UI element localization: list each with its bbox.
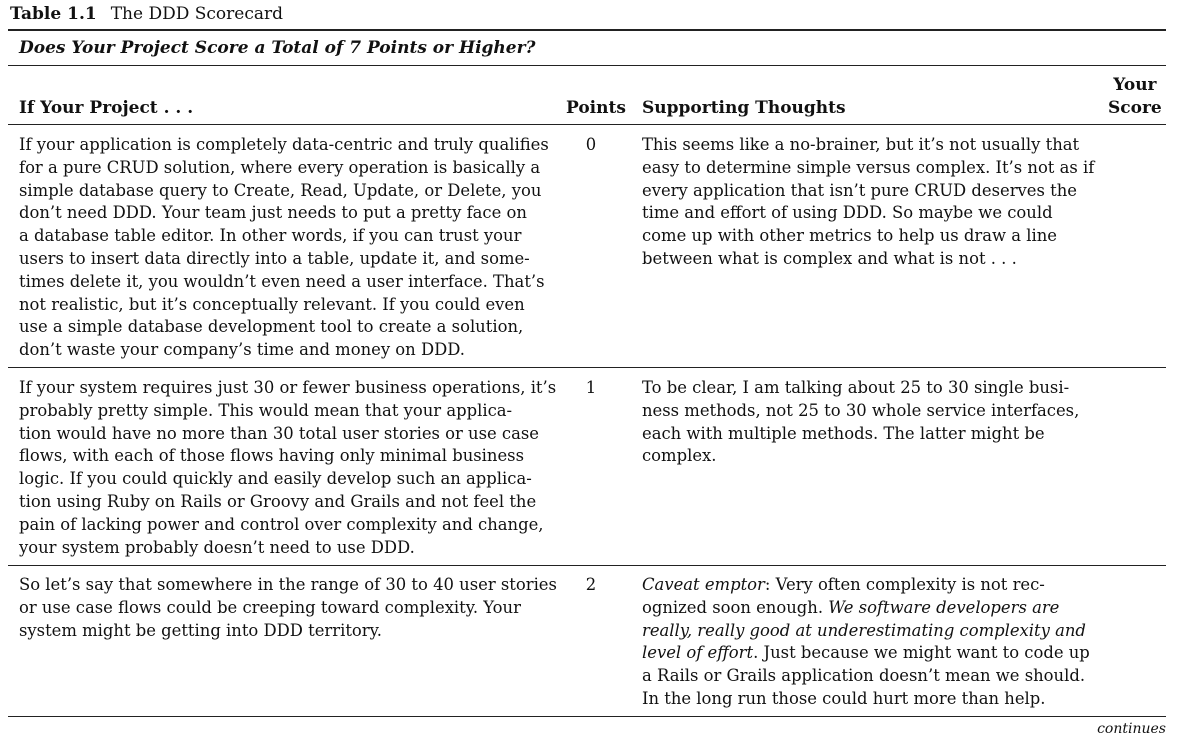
row-1-project [19, 134, 549, 362]
row-2-thoughts-line: each with multiple methods. The latter might be [642, 423, 1045, 443]
row-1-project-line: If your application is completely data-centric and truly qualifies [19, 135, 549, 154]
row-1-thoughts-line: easy to determine simple versus complex. It’s not as if [642, 157, 1095, 177]
row-1-thoughts-line: This seems like a no-brainer, but it’s not usually that [642, 135, 1080, 154]
row-3-project-line: or use case flows could be creeping toward complexity. Your [19, 597, 521, 617]
header-rule [8, 124, 1166, 125]
row-1-thoughts [642, 134, 1094, 271]
row-1-thoughts-line: between what is complex and what is not . . . [642, 248, 1017, 268]
row-1-project-line: for a pure CRUD solution, where every operation is basically a [19, 157, 541, 177]
row-1-project-line: a database table editor. In other words, if you can trust your [19, 226, 522, 246]
row-2-project-line: your system probably doesn’t need to use DDD. [19, 537, 415, 557]
row-3-thoughts-text: ognized soon enough. [642, 597, 829, 617]
header-your-score-line2: Score [1108, 98, 1162, 118]
row-1-thoughts-line: every application that isn’t pure CRUD deserves the [642, 180, 1077, 200]
header-if-your-project: If Your Project . . . [19, 98, 194, 118]
bottom-rule [8, 716, 1166, 717]
row-1-project-line: don’t waste your company’s time and money on DDD. [19, 340, 465, 360]
row-3-project-line: system might be getting into DDD territory. [19, 620, 382, 640]
scorecard-page [8, 0, 1166, 745]
row-3-project-line: So let’s say that somewhere in the range of 30 to 40 user stories [19, 575, 557, 594]
row-3-thoughts-line [642, 642, 1090, 665]
row-2-project [19, 377, 556, 559]
header-points: Points [566, 98, 626, 118]
row-1-project-line: simple database query to Create, Read, Update, or Delete, you [19, 180, 542, 200]
caveat-emptor-text: Caveat emptor [642, 575, 765, 594]
row-3-thoughts-italic: really, really good at underestimating complexity and [642, 620, 1086, 640]
row-2-thoughts-line: complex. [642, 446, 717, 466]
row-2-project-line: tion using Ruby on Rails or Groovy and Grails and not feel the [19, 491, 537, 511]
row-3-thoughts-line: a Rails or Grails application doesn’t mean we should. [642, 666, 1086, 686]
row-1-project-line: times delete it, you wouldn’t even need a user interface. That’s [19, 271, 545, 291]
table-number: Table 1.1 [10, 4, 97, 24]
row-3-thoughts-text: . Just because we might want to code up [753, 643, 1090, 663]
row-1-rule [8, 367, 1166, 368]
continues-note: continues [1097, 721, 1166, 737]
row-1-thoughts-line: time and effort of using DDD. So maybe we could [642, 203, 1053, 223]
row-2-project-line: If your system requires just 30 or fewer business operations, it’s [19, 378, 557, 397]
row-3-thoughts-line: In the long run those could hurt more than help. [642, 688, 1046, 708]
row-2-points: 1 [585, 378, 597, 397]
row-2-thoughts [642, 377, 1079, 468]
row-3-thoughts-line [642, 597, 1090, 620]
row-2-project-line: logic. If you could quickly and easily develop such an applica- [19, 469, 532, 489]
row-3-thoughts [642, 574, 1090, 711]
subheading-rule [8, 65, 1166, 66]
top-rule [8, 29, 1166, 31]
row-1-project-line: users to insert data directly into a table, update it, and some- [19, 248, 530, 268]
row-3-thoughts-text: : Very often complexity is not rec- [764, 575, 1045, 594]
header-your-score [1108, 74, 1162, 120]
row-2-project-line: pain of lacking power and control over complexity and change, [19, 514, 544, 534]
row-1-thoughts-line: come up with other metrics to help us draw a line [642, 226, 1057, 246]
row-3-thoughts-italic: We software developers are [828, 597, 1060, 617]
row-2-rule [8, 565, 1166, 566]
table-caption [10, 4, 283, 24]
row-1-points: 0 [585, 135, 597, 154]
row-2-thoughts-line: ness methods, not 25 to 30 whole service interfaces, [642, 400, 1080, 420]
header-supporting-thoughts: Supporting Thoughts [642, 98, 846, 118]
row-2-project-line: probably pretty simple. This would mean that your applica- [19, 400, 513, 420]
table-subheading: Does Your Project Score a Total of 7 Points or Higher? [19, 38, 536, 58]
row-3-thoughts-line [642, 574, 1090, 597]
row-1-project-line: use a simple database development tool to create a solution, [19, 317, 524, 337]
row-2-thoughts-line: To be clear, I am talking about 25 to 30 single busi- [642, 378, 1070, 397]
row-3-thoughts-italic: level of effort [642, 643, 754, 663]
row-2-project-line: tion would have no more than 30 total user stories or use case [19, 423, 539, 443]
table-title: The DDD Scorecard [110, 4, 284, 24]
row-3-thoughts-line [642, 620, 1090, 643]
row-3-points: 2 [585, 575, 597, 594]
row-1-project-line: don’t need DDD. Your team just needs to put a pretty face on [19, 203, 527, 223]
header-your-score-line1: Your [1113, 75, 1157, 95]
row-2-project-line: flows, with each of those flows having only minimal business [19, 446, 524, 466]
row-3-project [19, 574, 557, 642]
row-1-project-line: not realistic, but it’s conceptually relevant. If you could even [19, 294, 525, 314]
